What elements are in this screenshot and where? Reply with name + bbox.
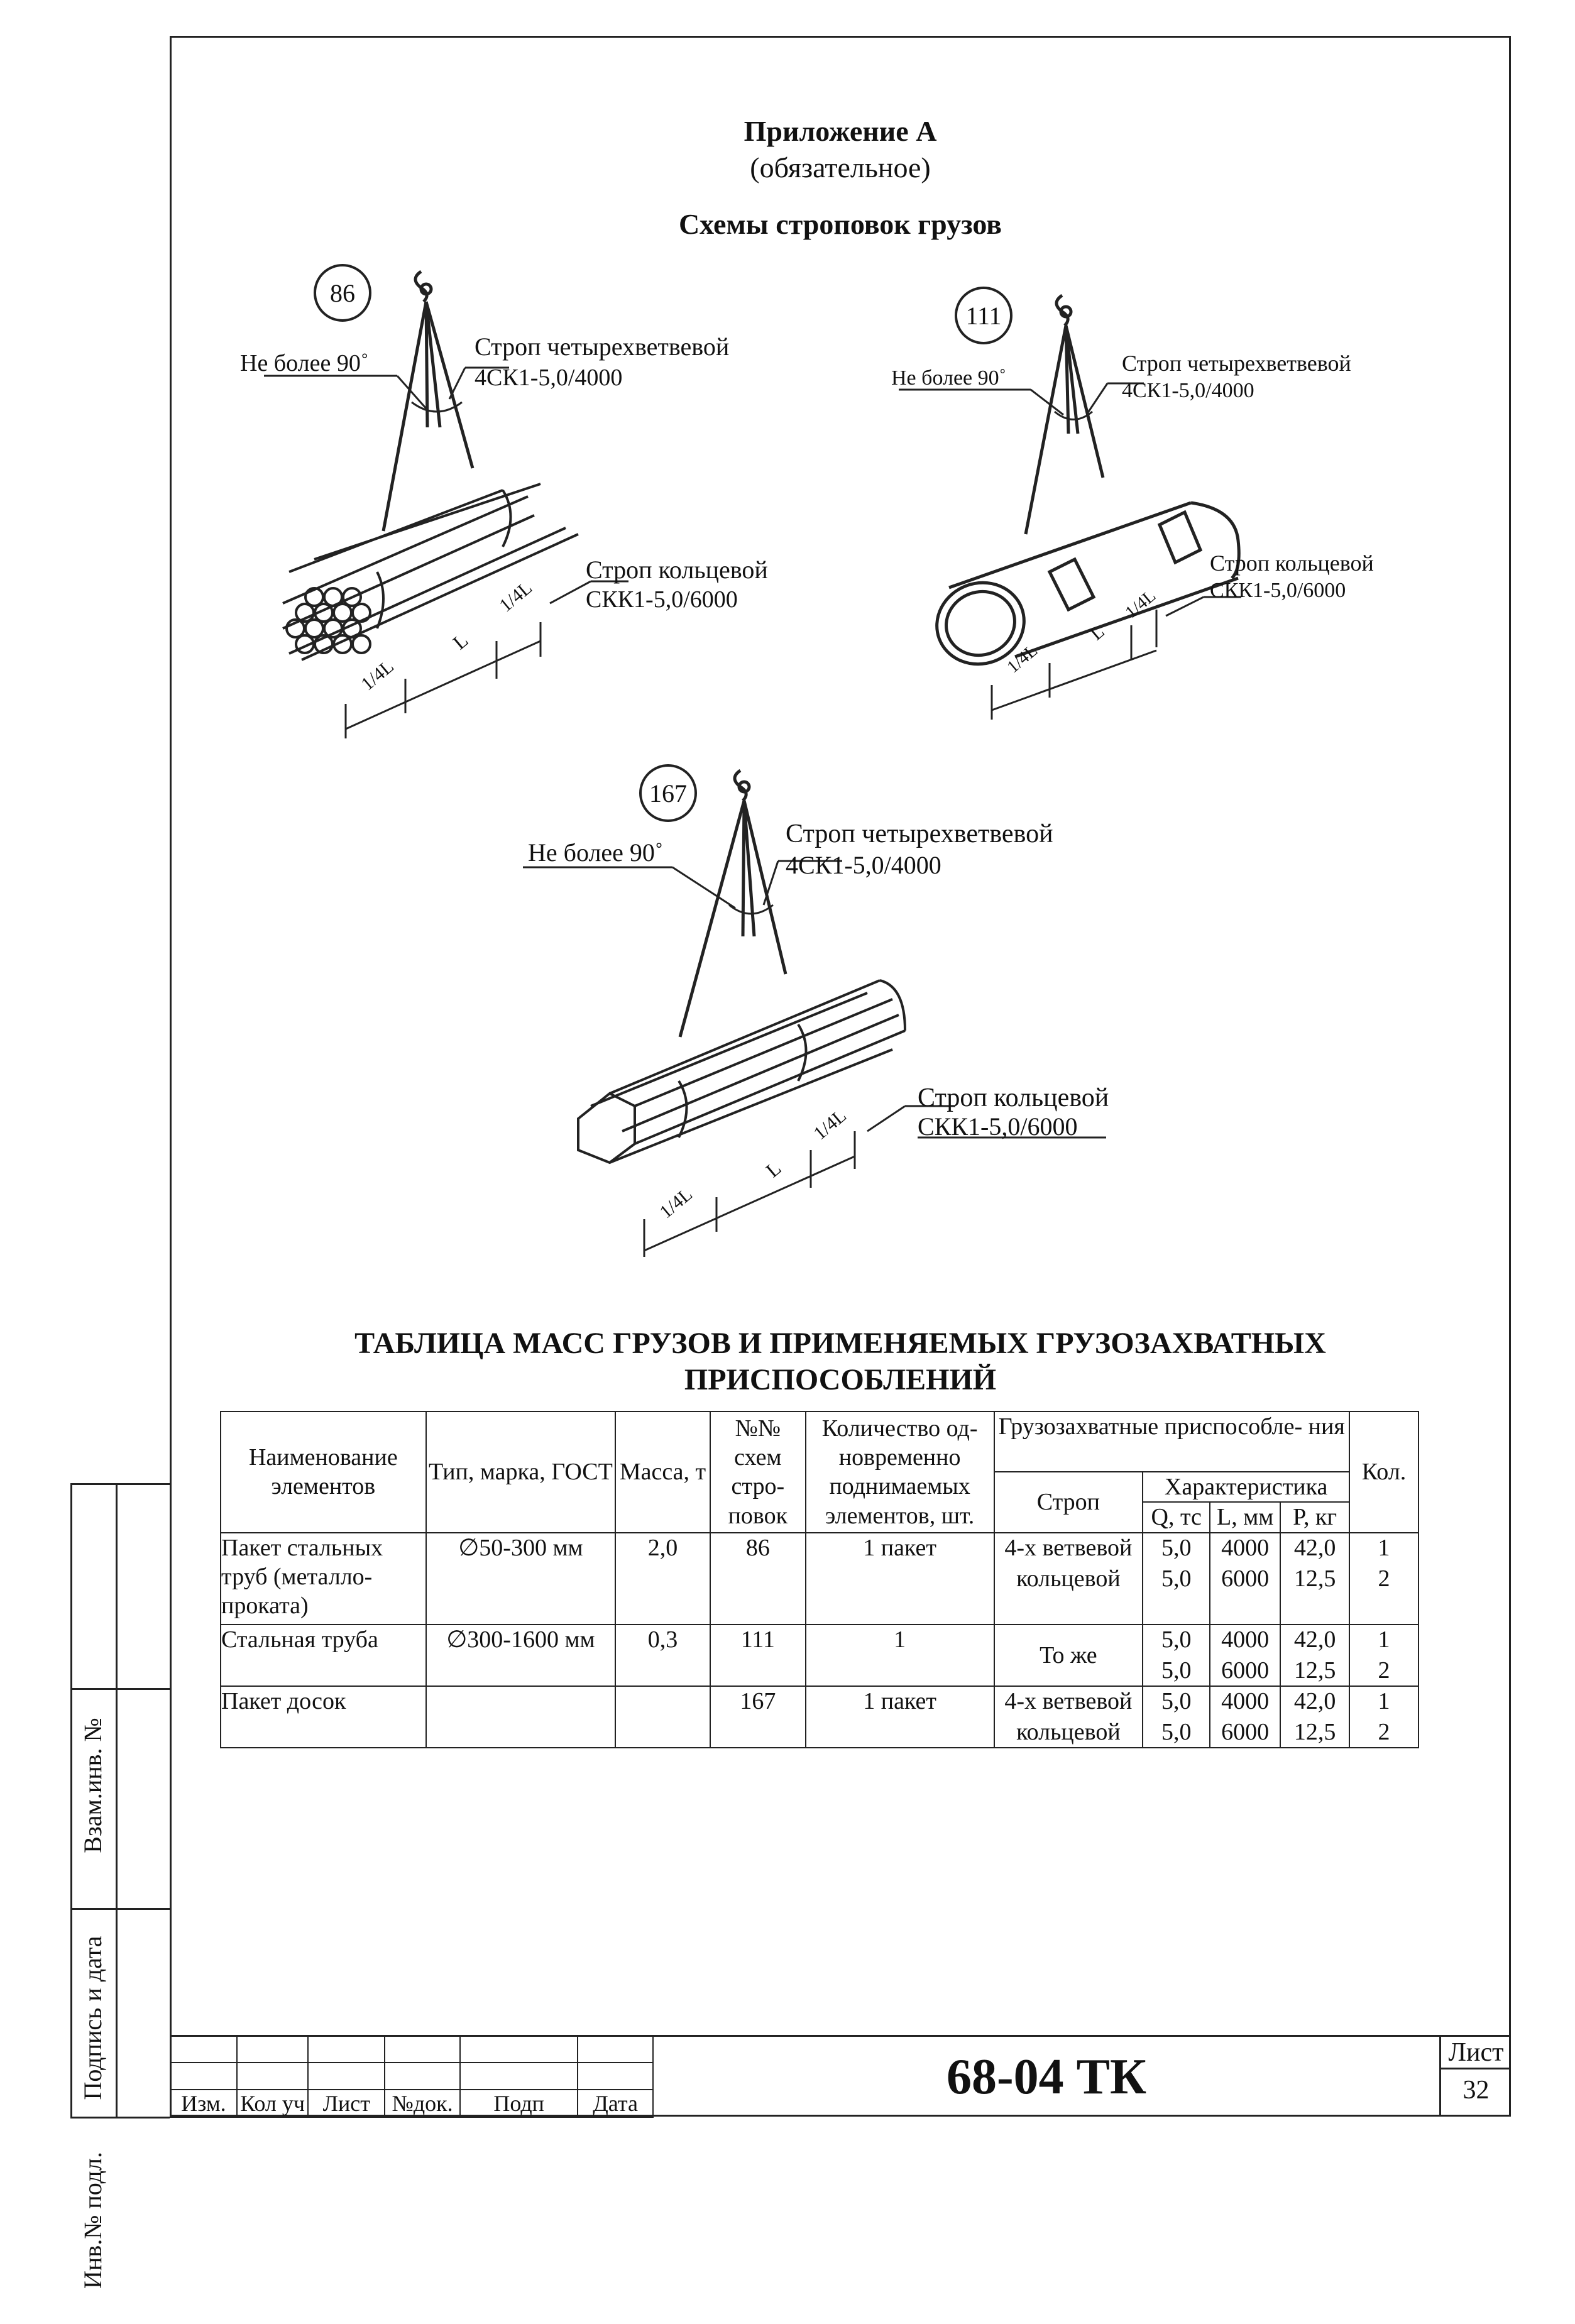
cell-count-text: 1 пакет (863, 1687, 936, 1714)
cell-l (1210, 1625, 1280, 1656)
cell-q-text: 5,0 (1161, 1718, 1192, 1745)
scheme-number-167: 167 (649, 779, 687, 808)
stamp-cell (170, 2036, 237, 2063)
title-block (170, 2035, 1511, 2117)
sheet-box-divider (1441, 2068, 1511, 2069)
cell-p (1280, 1686, 1349, 1718)
cell-count (806, 1625, 994, 1686)
cell-name-text: Стальная труба (221, 1626, 378, 1653)
cell-p-text: 12,5 (1293, 1565, 1336, 1592)
cell-q-text: 5,0 (1161, 1657, 1192, 1684)
side-label-podpis-text: Подпись и дата (79, 1936, 107, 2100)
th-count (806, 1411, 994, 1533)
side-label-inv-text: Инв.№ подл. (79, 2152, 107, 2289)
stamp-cell (237, 2036, 309, 2063)
th-name (221, 1411, 426, 1533)
stamp-cell (460, 2063, 578, 2090)
cell-mass (615, 1533, 710, 1625)
th-characteristics-text: Характеристика (1164, 1474, 1328, 1500)
cell-sling-text: 4-х ветвевой (1004, 1534, 1133, 1561)
stamp-col-izm: Изм. (170, 2090, 237, 2117)
stamp-header-row (170, 2090, 653, 2117)
th-count-text: Количество од- новременно поднимаемых элементов, шт. (821, 1415, 978, 1529)
cell-scheme-text: 86 (745, 1534, 770, 1561)
cell-sling-text: 4-х ветвевой (1004, 1687, 1133, 1714)
stamp-cell (385, 2063, 460, 2090)
cell-l-text: 6000 (1221, 1565, 1270, 1592)
cell-type (426, 1625, 615, 1686)
sling2-label-86: Строп кольцевой (586, 556, 768, 584)
quarter-label-111-b: 1/4L (1121, 586, 1160, 623)
th-q-text: Q, тс (1151, 1504, 1202, 1531)
sling-branches-111 (1026, 326, 1103, 534)
cell-qty (1349, 1625, 1419, 1656)
cell-name-text: Пакет стальных труб (металло- проката) (221, 1534, 383, 1620)
cell-q-text: 5,0 (1161, 1626, 1192, 1653)
sling1-label-86: Строп четырехветвевой (475, 332, 730, 361)
header-row-1 (221, 1411, 1419, 1472)
cell-sling (994, 1533, 1143, 1564)
cell-sling-text: кольцевой (1016, 1718, 1121, 1745)
cell-p-text: 12,5 (1293, 1718, 1336, 1745)
cell-type (426, 1533, 615, 1625)
cell-p-text: 42,0 (1293, 1534, 1336, 1561)
stamp-cell (170, 2063, 237, 2090)
cell-qty (1349, 1533, 1419, 1564)
sling2-mark-86: СКК1-5,0/6000 (586, 586, 738, 613)
length-label-111: L (1086, 621, 1109, 645)
th-mass-text: Масса, т (619, 1459, 706, 1486)
cell-qty-text: 2 (1378, 1565, 1390, 1592)
stamp-col-koluch: Кол уч (237, 2090, 309, 2117)
diagram-111 (880, 270, 1433, 748)
cell-p-text: 42,0 (1293, 1626, 1336, 1653)
document-code: 68-04 ТК (946, 2049, 1146, 2105)
th-devices (994, 1411, 1350, 1472)
th-mass (615, 1411, 710, 1533)
crane-hook-86 (415, 271, 431, 302)
cell-p-text: 42,0 (1293, 1687, 1336, 1714)
cell-p (1280, 1656, 1349, 1686)
stamp-cell (308, 2063, 385, 2090)
stamp-col-ndok: №док. (385, 2090, 460, 2117)
cell-qty-text: 2 (1378, 1718, 1390, 1745)
cell-q (1143, 1656, 1210, 1686)
sheet-number: 32 (1462, 2076, 1490, 2105)
cell-l (1210, 1686, 1280, 1718)
cell-type-text: ∅50-300 мм (458, 1534, 583, 1561)
cell-qty (1349, 1656, 1419, 1686)
cell-sling-same-text: То же (1040, 1642, 1097, 1669)
diagram-86 (240, 251, 830, 754)
stamp-cell (237, 2063, 309, 2090)
cell-qty (1349, 1718, 1419, 1748)
table-row (221, 1533, 1419, 1564)
cell-scheme-text: 167 (740, 1687, 776, 1714)
mass-table (220, 1411, 1419, 1748)
stamp-row (170, 2036, 653, 2063)
side-strip (70, 1483, 170, 2289)
quarter-label-167-a: 1/4L (656, 1183, 696, 1223)
cell-q (1143, 1718, 1210, 1748)
scheme-number-86: 86 (330, 279, 355, 307)
cell-l (1210, 1718, 1280, 1748)
cell-sling (994, 1686, 1143, 1718)
appendix-title: Приложение А (744, 115, 937, 147)
table-row (221, 1686, 1419, 1718)
steel-pipe-111 (925, 503, 1239, 676)
stamp-row (170, 2063, 653, 2090)
side-strip-divider (116, 1483, 118, 2117)
scheme-badge-167 (640, 765, 696, 821)
quarter-label-167-b: 1/4L (809, 1105, 850, 1144)
cell-name-text: Пакет досок (221, 1687, 346, 1714)
cell-q-text: 5,0 (1161, 1534, 1192, 1561)
cell-count-text: 1 (894, 1626, 906, 1653)
th-l (1210, 1502, 1280, 1532)
cell-q (1143, 1564, 1210, 1625)
length-label-167: L (761, 1156, 786, 1182)
stamp-cell (460, 2036, 578, 2063)
cell-q (1143, 1686, 1210, 1718)
cell-l (1210, 1533, 1280, 1564)
cell-count (806, 1686, 994, 1748)
th-l-text: L, мм (1216, 1504, 1274, 1531)
sling1-mark-167: 4СК1-5,0/4000 (786, 851, 941, 879)
th-schemes (710, 1411, 806, 1533)
angle-label-111: Не более 90˚ (891, 366, 1006, 390)
cell-sling-same (994, 1625, 1143, 1686)
th-p (1280, 1502, 1349, 1532)
th-type-text: Тип, марка, ГОСТ (428, 1459, 613, 1486)
cell-scheme-text: 111 (740, 1626, 775, 1653)
side-label-vzam-text: Взам.инв. № (79, 1718, 107, 1853)
th-type (426, 1411, 615, 1533)
cell-q-text: 5,0 (1161, 1687, 1192, 1714)
cell-qty-text: 1 (1378, 1626, 1390, 1653)
cell-qty-text: 1 (1378, 1687, 1390, 1714)
cell-name (221, 1625, 426, 1686)
cell-sling (994, 1564, 1143, 1625)
cell-qty (1349, 1686, 1419, 1718)
quarter-label-86-a: 1/4L (357, 655, 398, 695)
th-sling-text: Строп (1036, 1489, 1100, 1516)
th-p-text: P, кг (1293, 1504, 1337, 1531)
cell-name (221, 1533, 426, 1625)
cell-sling-text: кольцевой (1016, 1565, 1121, 1592)
scheme-number-111: 111 (965, 302, 1002, 330)
scheme-badge-86 (315, 265, 370, 321)
cell-q (1143, 1533, 1210, 1564)
cell-l-text: 6000 (1221, 1657, 1270, 1684)
table-row (221, 1625, 1419, 1656)
th-qty-text: Кол. (1361, 1459, 1407, 1486)
appendix-mandatory: (обязательное) (750, 151, 931, 184)
cell-mass (615, 1625, 710, 1686)
cell-q (1143, 1625, 1210, 1656)
sling-branches-167 (680, 801, 786, 1037)
cell-type-text: ∅300-1600 мм (446, 1626, 595, 1653)
cell-type (426, 1686, 615, 1748)
sling2-label-111: Строп кольцевой (1210, 551, 1374, 576)
length-label-86: L (448, 628, 473, 654)
cell-scheme (710, 1686, 806, 1748)
cell-l-text: 4000 (1221, 1626, 1270, 1653)
table-title-line1: ТАБЛИЦА МАСС ГРУЗОВ И ПРИМЕНЯЕМЫХ ГРУЗОЗАХВАТНЫХ (354, 1327, 1326, 1360)
cell-p (1280, 1564, 1349, 1625)
stamp-cell (578, 2063, 653, 2090)
cell-name (221, 1686, 426, 1748)
cell-count-text: 1 пакет (863, 1534, 936, 1561)
th-q (1143, 1502, 1210, 1532)
stamp-cell (308, 2036, 385, 2063)
sheet-label: Лист (1448, 2038, 1504, 2067)
table-title-line2: ПРИСПОСОБЛЕНИЙ (684, 1363, 997, 1396)
angle-label-167: Не более 90˚ (528, 838, 664, 867)
th-sling (994, 1472, 1143, 1533)
quarter-label-111-a: 1/4L (1003, 640, 1042, 677)
cell-l (1210, 1564, 1280, 1625)
cell-l-text: 4000 (1221, 1534, 1270, 1561)
board-bundle-167 (578, 980, 905, 1163)
cell-qty-text: 1 (1378, 1534, 1390, 1561)
stamp-grid (170, 2035, 654, 2118)
stamp-cell (578, 2036, 653, 2063)
sling1-mark-86: 4СК1-5,0/4000 (475, 364, 623, 391)
cell-p (1280, 1533, 1349, 1564)
crane-hook-167 (735, 770, 749, 801)
cell-l (1210, 1656, 1280, 1686)
cell-mass (615, 1686, 710, 1748)
cell-sling (994, 1718, 1143, 1748)
cell-p (1280, 1625, 1349, 1656)
sling2-label-167: Строп кольцевой (918, 1083, 1109, 1112)
sheet-box (1439, 2035, 1511, 2115)
cell-mass-text: 2,0 (647, 1534, 678, 1561)
sling2-mark-167: СКК1-5,0/6000 (918, 1112, 1078, 1141)
pipe-bundle-86 (283, 484, 578, 660)
cell-qty (1349, 1564, 1419, 1625)
angle-label-86: Не более 90˚ (240, 350, 369, 376)
cell-q-text: 5,0 (1161, 1565, 1192, 1592)
sling1-label-111: Строп четырехветвевой (1122, 351, 1351, 376)
cell-scheme (710, 1533, 806, 1625)
diagram-167 (515, 754, 1144, 1295)
sling2-mark-111: СКК1-5,0/6000 (1210, 579, 1346, 602)
stamp-col-list: Лист (308, 2090, 385, 2117)
stamp-col-data: Дата (578, 2090, 653, 2117)
th-characteristics (1143, 1472, 1349, 1502)
crane-hook-111 (1056, 295, 1071, 326)
th-devices-text: Грузозахватные приспособле- ния (998, 1413, 1345, 1440)
scheme-badge-111 (956, 288, 1011, 343)
stamp-cell (385, 2036, 460, 2063)
quarter-label-86-b: 1/4L (495, 577, 536, 617)
cell-mass-text: 0,3 (647, 1626, 678, 1653)
cell-l-text: 4000 (1221, 1687, 1270, 1714)
cell-l-text: 6000 (1221, 1718, 1270, 1745)
cell-qty-text: 2 (1378, 1657, 1390, 1684)
th-qty (1349, 1411, 1419, 1533)
sling-branches-86 (383, 302, 473, 531)
cell-p (1280, 1718, 1349, 1748)
schemes-title: Схемы строповок грузов (678, 208, 1002, 240)
sling1-mark-111: 4СК1-5,0/4000 (1122, 379, 1254, 402)
th-name-text: Наименование элементов (248, 1444, 398, 1500)
cell-scheme (710, 1625, 806, 1686)
sling1-label-167: Строп четырехветвевой (786, 819, 1053, 848)
cell-count (806, 1533, 994, 1625)
stamp-col-podp: Подп (460, 2090, 578, 2117)
th-schemes-text: №№ схем стро- повок (728, 1415, 788, 1529)
cell-p-text: 12,5 (1293, 1657, 1336, 1684)
